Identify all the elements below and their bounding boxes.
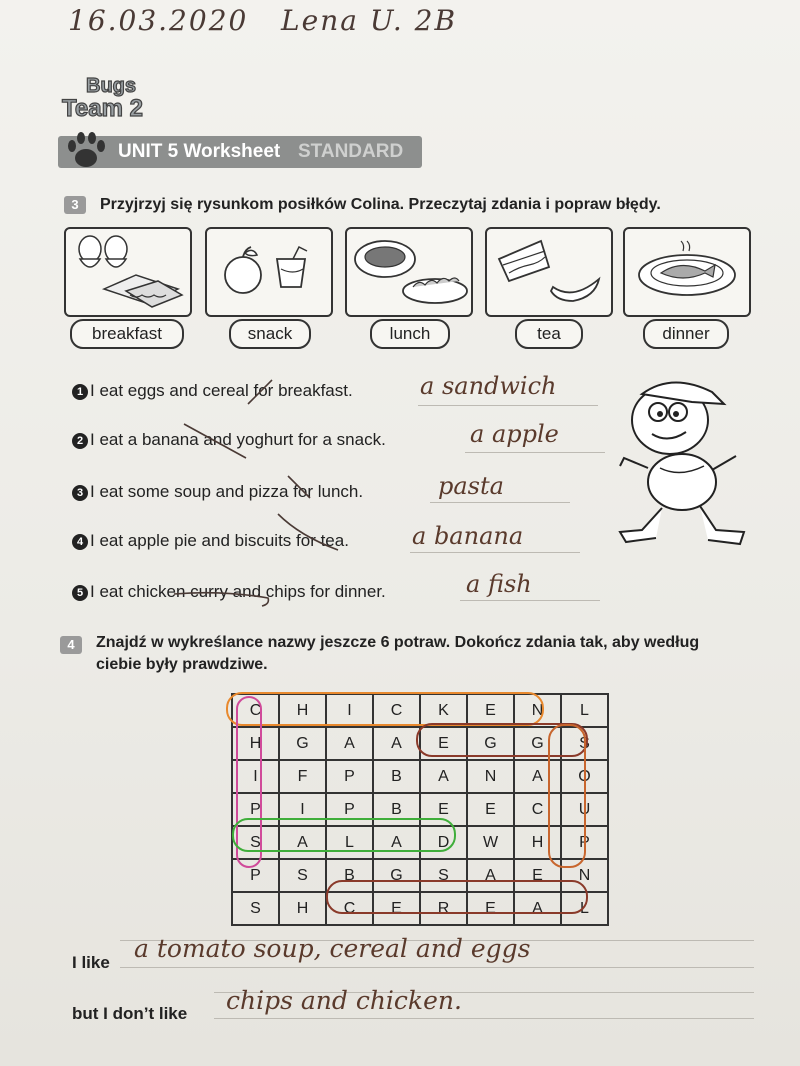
grid-cell: S — [279, 859, 326, 892]
answer-line — [460, 600, 600, 601]
sentence-1: 1 I eat eggs and cereal for breakfast. — [72, 381, 353, 401]
grid-cell: F — [279, 760, 326, 793]
banner-title: UNIT 5 Worksheet — [118, 141, 281, 162]
exercise-4-instruction-line1: Znajdź w wykreślance nazwy jeszcze 6 potraw. Dokończ zdania tak, aby według — [96, 634, 700, 651]
grid-cell: C — [232, 694, 279, 727]
grid-cell: P — [232, 859, 279, 892]
grid-cell: N — [514, 694, 561, 727]
answer-line — [465, 452, 605, 453]
grid-cell: A — [420, 760, 467, 793]
grid-cell: P — [326, 760, 373, 793]
grid-cell: L — [561, 694, 608, 727]
grid-cell: I — [326, 694, 373, 727]
grid-cell: P — [232, 793, 279, 826]
meal-label-lunch: lunch — [370, 319, 450, 349]
highlight-cereal — [326, 880, 588, 914]
grid-cell: H — [232, 727, 279, 760]
unit-banner — [58, 136, 422, 168]
answer-2: a apple — [470, 420, 559, 448]
grid-cell: A — [373, 727, 420, 760]
pie-banana-icon — [487, 229, 611, 315]
exercise-3-instruction: Przyjrzyj się rysunkom posiłków Colina. Przeczytaj zdania i popraw błędy. — [100, 196, 661, 213]
meal-label-breakfast: breakfast — [70, 319, 184, 349]
fish-plate-icon — [625, 229, 749, 315]
grid-cell: R — [420, 892, 467, 925]
grid-cell: E — [420, 727, 467, 760]
grid-cell: G — [514, 727, 561, 760]
sentence-2: 2 I eat a banana and yoghurt for a snack. — [72, 430, 386, 450]
breakfast-picture — [64, 227, 192, 317]
meal-label-snack: snack — [229, 319, 311, 349]
snack-picture — [205, 227, 333, 317]
answer-5: a fish — [466, 570, 532, 598]
dislike-answer-line — [214, 1018, 754, 1019]
answer-4: a banana — [412, 522, 524, 550]
grid-cell: B — [326, 859, 373, 892]
grid-cell: L — [561, 892, 608, 925]
answer-line — [410, 552, 580, 553]
grid-cell: G — [467, 727, 514, 760]
answer-line — [418, 405, 598, 406]
grid-cell: U — [561, 793, 608, 826]
grid-cell: C — [514, 793, 561, 826]
grid-cell: A — [279, 826, 326, 859]
paw-icon — [66, 128, 106, 172]
dinner-picture — [623, 227, 751, 317]
highlight-chicken — [226, 692, 544, 726]
grid-cell: S — [420, 859, 467, 892]
grid-cell: P — [326, 793, 373, 826]
grid-cell: I — [279, 793, 326, 826]
grid-cell: N — [467, 760, 514, 793]
soup-pasta-icon — [347, 229, 471, 315]
grid-cell: O — [561, 760, 608, 793]
meal-label-tea: tea — [515, 319, 583, 349]
grid-cell: A — [373, 826, 420, 859]
lunch-picture — [345, 227, 473, 317]
grid-cell: S — [232, 826, 279, 859]
eggs-sandwich-icon — [66, 229, 190, 315]
grid-cell: S — [561, 727, 608, 760]
sentence-4: 4 I eat apple pie and biscuits for tea. — [72, 531, 349, 551]
grid-cell: E — [467, 892, 514, 925]
banner-level: STANDARD — [298, 141, 404, 162]
handwritten-date-name — [68, 4, 457, 37]
sentence-5: 5 I eat chicken curry and chips for dinner. — [72, 582, 386, 602]
grid-cell: N — [561, 859, 608, 892]
exercise-4-instruction-line2: ciebie były prawdziwe. — [96, 656, 268, 673]
bugs-team-logo — [60, 70, 170, 124]
grid-cell: D — [420, 826, 467, 859]
tea-picture — [485, 227, 613, 317]
grid-cell: E — [467, 694, 514, 727]
grid-cell: E — [467, 793, 514, 826]
apple-yoghurt-icon — [207, 229, 331, 315]
cartoon-bug-illustration — [612, 372, 752, 554]
grid-cell: C — [373, 694, 420, 727]
highlight-soup — [548, 724, 586, 868]
grid-cell: A — [326, 727, 373, 760]
meal-label-dinner: dinner — [643, 319, 729, 349]
sentence-3: 3 I eat some soup and pizza for lunch. — [72, 482, 363, 502]
grid-cell: C — [326, 892, 373, 925]
exercise-4-number: 4 — [60, 636, 82, 654]
highlight-salad — [232, 818, 456, 852]
grid-cell: P — [561, 826, 608, 859]
exercise-3-number: 3 — [64, 196, 86, 214]
grid-cell: K — [420, 694, 467, 727]
answer-1: a sandwich — [420, 372, 557, 400]
handwritten-date: 16.03.2020 — [68, 4, 249, 37]
grid-cell: A — [514, 892, 561, 925]
grid-cell: S — [232, 892, 279, 925]
dislike-answer: chips and chicken. — [226, 986, 462, 1015]
grid-cell: W — [467, 826, 514, 859]
like-label: I like — [72, 953, 110, 972]
logo-line2: Team 2 — [62, 95, 143, 122]
like-answer: a tomato soup, cereal and eggs — [134, 934, 531, 963]
grid-cell: E — [420, 793, 467, 826]
grid-cell: G — [279, 727, 326, 760]
grid-cell: E — [373, 892, 420, 925]
answer-3: pasta — [438, 472, 504, 500]
grid-cell: B — [373, 793, 420, 826]
grid-cell: L — [326, 826, 373, 859]
grid-cell: B — [373, 760, 420, 793]
grid-cell: E — [514, 859, 561, 892]
logo-line1: Bugs — [86, 75, 136, 97]
grid-cell: A — [514, 760, 561, 793]
answer-line — [430, 502, 570, 503]
like-answer-line — [120, 967, 754, 968]
grid-cell: G — [373, 859, 420, 892]
handwritten-name: Lena U. 2B — [281, 4, 458, 37]
grid-cell: I — [232, 760, 279, 793]
grid-cell: H — [279, 892, 326, 925]
dislike-label: but I don’t like — [72, 1004, 188, 1023]
grid-cell: H — [514, 826, 561, 859]
grid-cell: H — [279, 694, 326, 727]
grid-cell: A — [467, 859, 514, 892]
